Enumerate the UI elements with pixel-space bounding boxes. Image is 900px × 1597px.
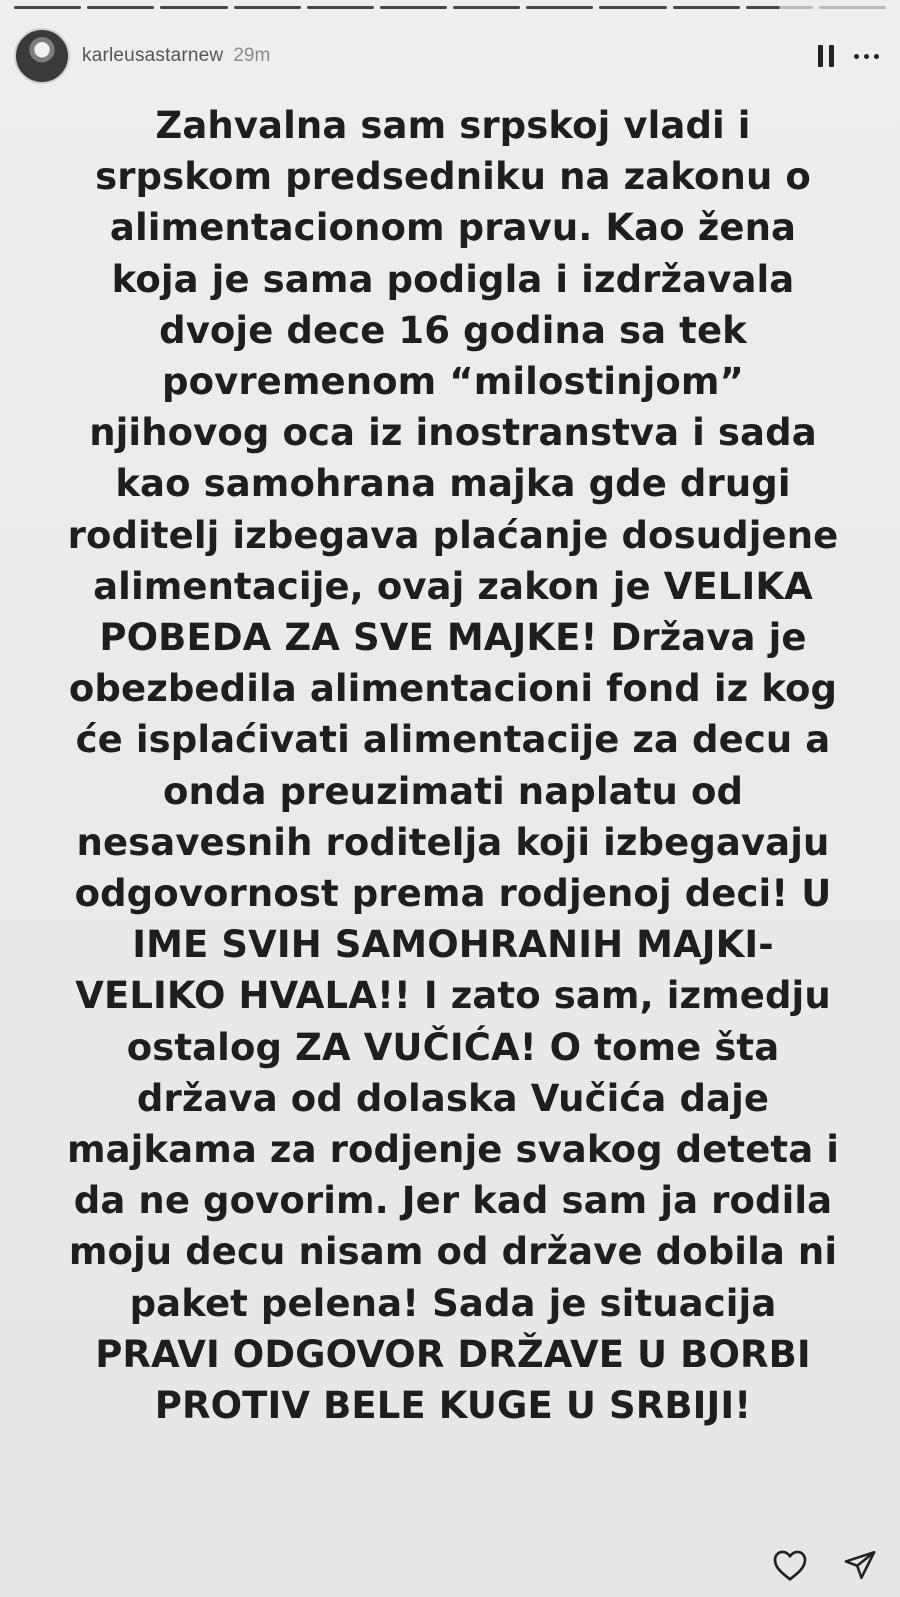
progress-segment [526,6,593,9]
story-text-line: dvoje dece 16 godina sa tek [159,308,747,352]
story-text-line: VELIKO HVALA!! I zato sam, izmedju [75,974,831,1018]
story-text-line: država od dolaska Vučića daje [136,1076,770,1120]
story-text-line: IME SVIH SAMOHRANIH MAJKI- [132,923,774,967]
progress-segment [307,6,374,9]
story-text-line: odgovornost prema rodjenoj deci! U [74,872,832,916]
story-text-line: da ne govorim. Jer kad sam ja rodila [73,1179,833,1223]
story-text-line: njihovog oca iz inostranstva i sada [89,411,817,455]
progress-segment [380,6,447,9]
story-text-line: povremenom “milostinjom” [162,360,744,404]
progress-segment [746,6,813,9]
progress-segment [673,6,740,9]
story-text-line: majkama za rodjenje svakog deteta i [66,1128,840,1172]
story-text-line: ostalog ZA VUČIĆA! O tome šta [126,1025,780,1069]
heart-icon [772,1548,808,1582]
progress-segment [234,6,301,9]
story-text-line: roditelj izbegava plaćanje dosudjene [67,513,839,557]
progress-segment [87,6,154,9]
send-icon [843,1548,877,1582]
progress-segment [160,6,227,9]
pause-button[interactable] [806,36,846,76]
story-text-line: paket pelena! Sada je situacija [129,1281,777,1325]
story-header [14,26,886,86]
story-text-line: PROTIV BELE KUGE U SRBIJI! [154,1384,752,1428]
story-text-line: obezbedila alimentacioni fond iz kog [68,667,838,711]
story-text-line: nesavesnih roditelja koji izbegavaju [76,820,830,864]
more-icon [854,54,879,59]
progress-segment [599,6,666,9]
story-text-line: će isplaćivati alimentacije za decu a [75,718,831,762]
story-text-line: alimentacionom pravu. Kao žena [109,206,797,250]
progress-segment [819,6,886,9]
story-text [40,100,866,1431]
story-text-line: moju decu nisam od države dobila ni [68,1230,838,1274]
story-text-line: POBEDA ZA SVE MAJKE! Država je [99,616,807,660]
username[interactable]: karleusastarnew [82,45,224,66]
story-text-line: kao samohrana majka gde drugi [115,462,791,506]
progress-segment [14,6,81,9]
story-text-line: PRAVI ODGOVOR DRŽAVE U BORBI [95,1332,811,1376]
story-text-line: koja je sama podigla i izdržavala [111,257,795,301]
like-button[interactable] [770,1545,810,1585]
more-options-button[interactable] [846,36,886,76]
story-progress-bar [14,6,886,9]
pause-icon [818,45,834,67]
story-footer [770,1545,880,1585]
share-button[interactable] [840,1545,880,1585]
progress-segment [453,6,520,9]
story-text-line: onda preuzimati naplatu od [162,769,744,813]
story-text-line: Zahvalna sam srpskoj vladi i [155,104,751,147]
avatar[interactable] [14,28,70,84]
story-text-line: alimentacije, ovaj zakon je VELIKA [93,564,813,608]
story-text-line: srpskom predsedniku na zakonu o [95,155,811,199]
timestamp: 29m [233,45,271,66]
